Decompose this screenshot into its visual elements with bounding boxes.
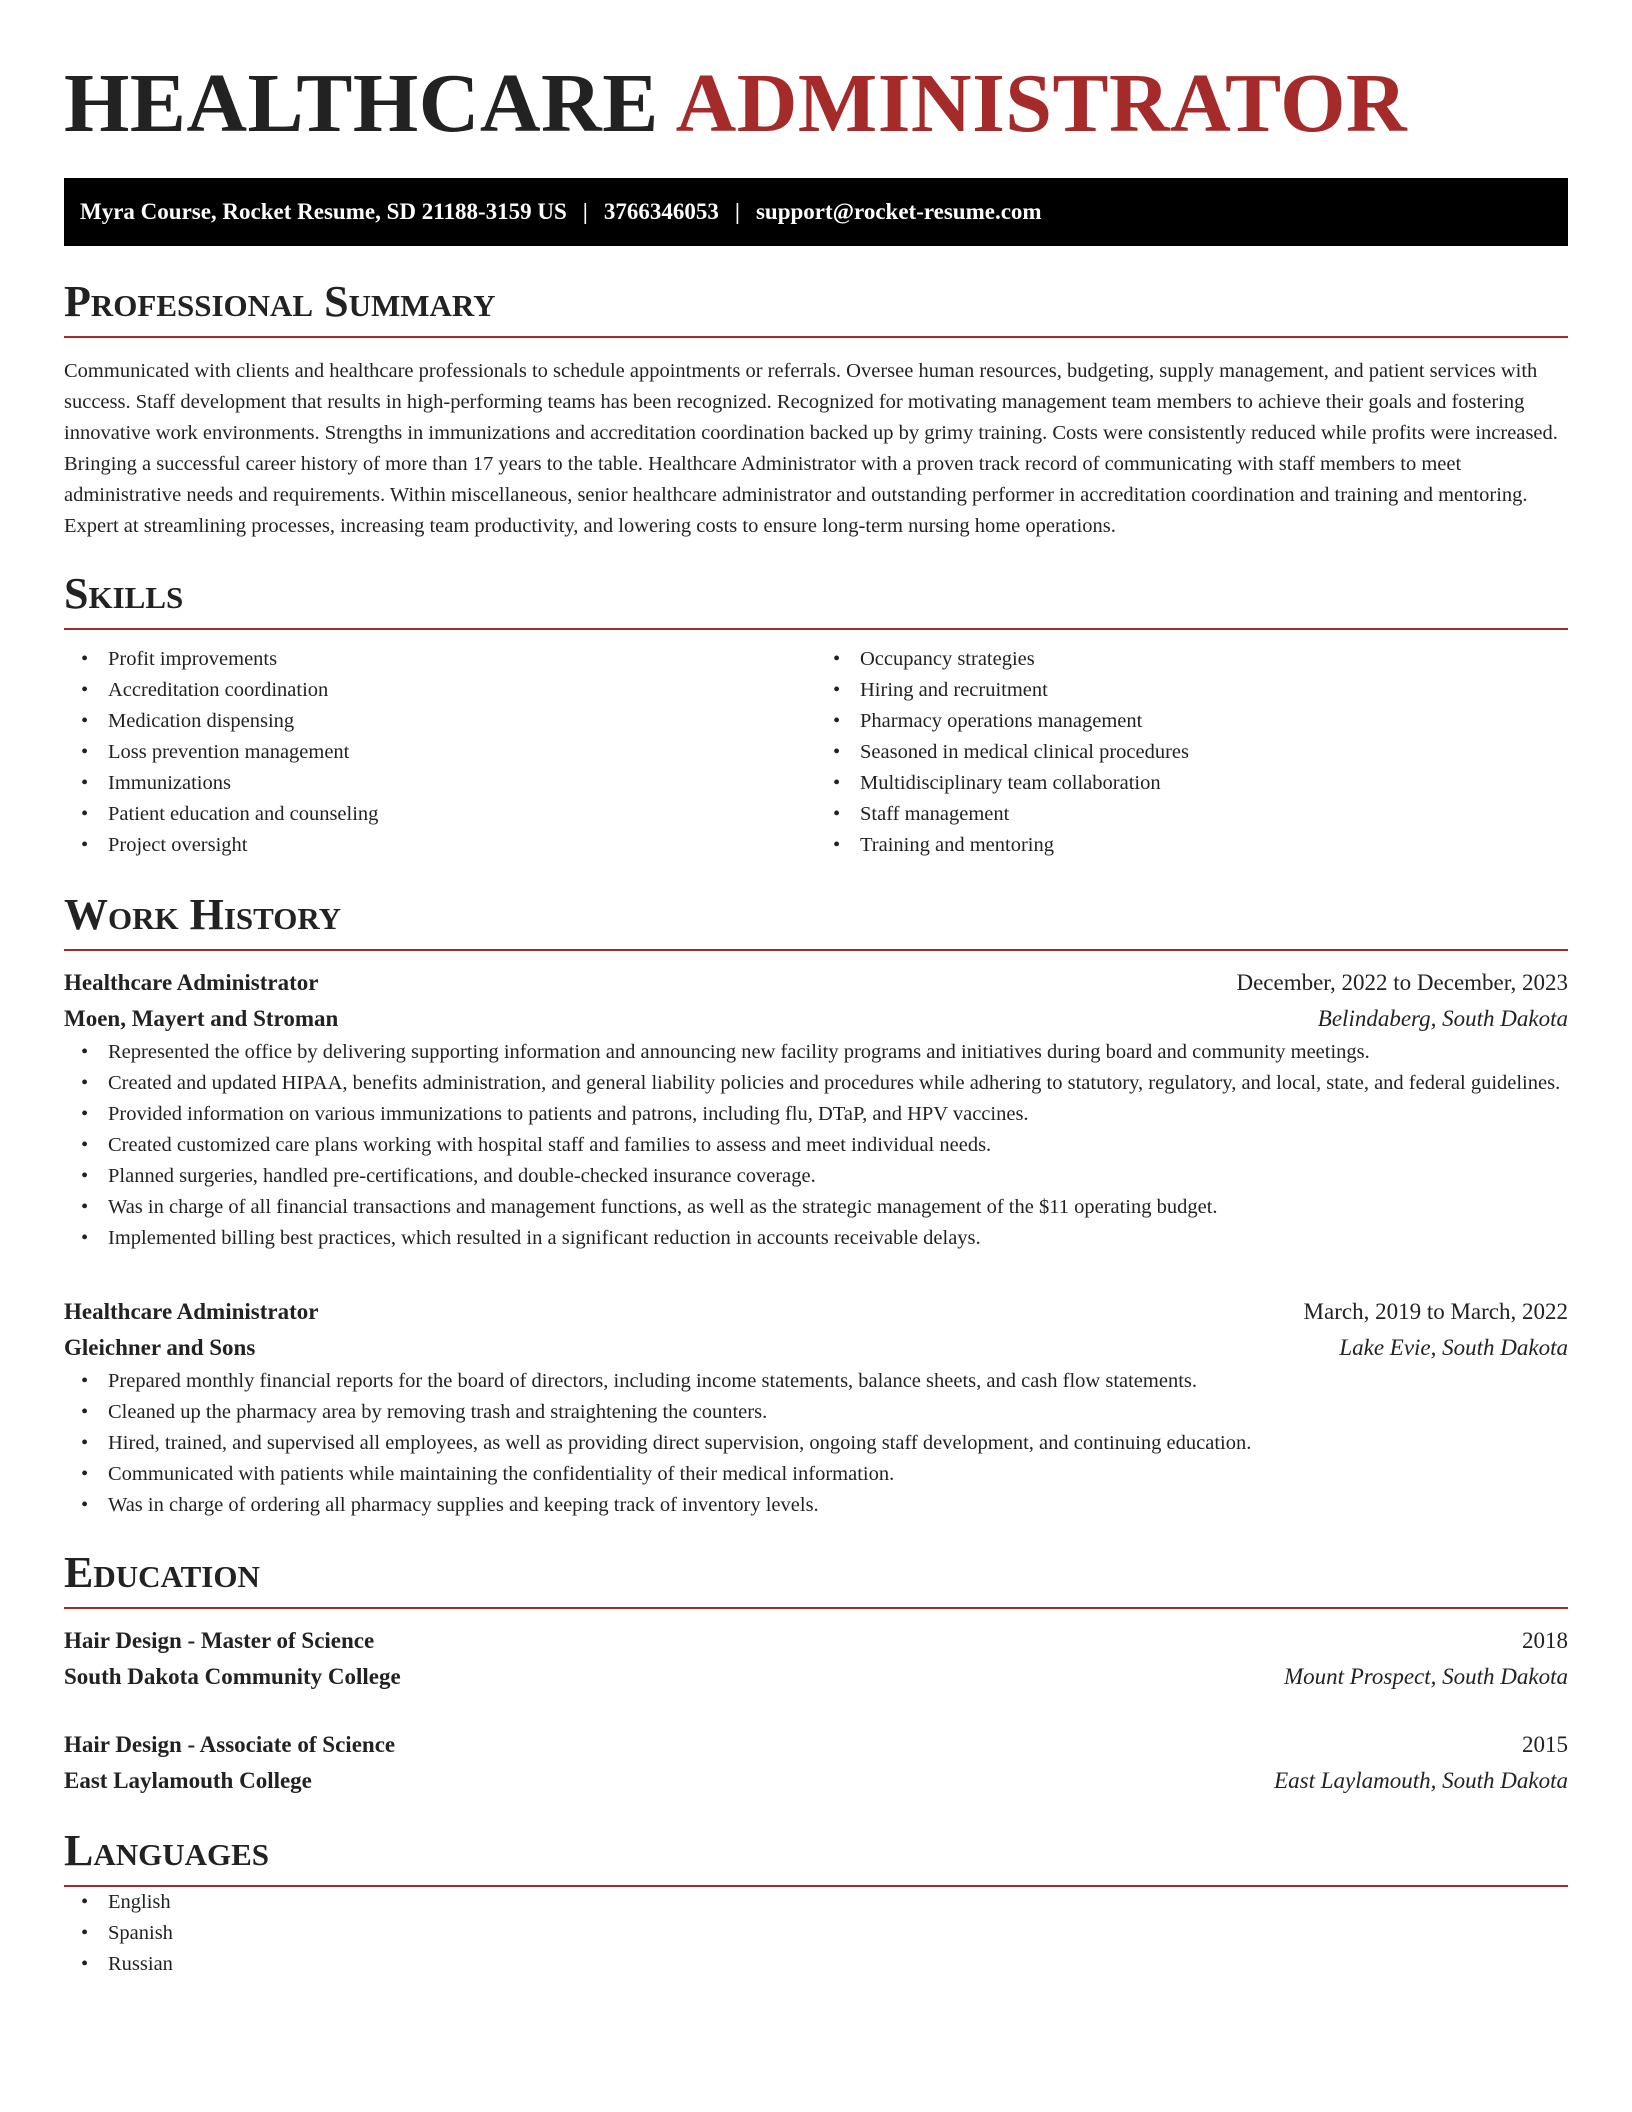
education-degree: Hair Design - Associate of Science [64,1732,396,1757]
title-part-1: HEALTHCARE [64,57,659,150]
education-heading: Education [64,1548,260,1597]
job-bullet: • Cleaned up the pharmacy area by removing trash and straightening the counters. [64,1397,1568,1428]
education-location: Mount Prospect, South Dakota [1283,1664,1568,1689]
contact-separator: | [734,199,740,224]
education-section [64,1547,1568,1799]
education-location: East Laylamouth, South Dakota [1274,1768,1568,1793]
job-title-row [64,1294,1568,1330]
job-bullet: • Prepared monthly financial reports for the board of directors, including income statements, balance sheets, and cash flow statements. [64,1366,1568,1397]
education-year: 2015 [1522,1732,1568,1757]
skills-section [64,568,1568,861]
contact-phone: 3766346053 [603,199,719,224]
skill-item: • Loss prevention management [64,737,816,768]
education-school-row [64,1659,1568,1695]
skill-item: • Seasoned in medical clinical procedures [816,737,1568,768]
work-history-section [64,889,1568,1521]
education-school: South Dakota Community College [64,1664,401,1689]
education-school: East Laylamouth College [64,1768,312,1793]
job-bullet: • Created customized care plans working with hospital staff and families to assess and meet individual needs. [64,1130,1568,1161]
job-entry [64,1294,1568,1521]
summary-heading: Professional Summary [64,277,496,326]
job-bullet: • Provided information on various immunizations to patients and patrons, including flu, DTaP, and HPV vaccines. [64,1099,1568,1130]
job-title: Healthcare Administrator [64,1299,319,1324]
skill-item: • Patient education and counseling [64,799,816,830]
job-bullets [64,1037,1568,1254]
resume-title [64,58,1568,150]
contact-address: Myra Course, Rocket Resume, SD 21188-3159 US [80,199,567,224]
skill-item: • Staff management [816,799,1568,830]
job-company-row [64,1001,1568,1037]
summary-text: Communicated with clients and healthcare professionals to schedule appointments or referrals. Oversee human resources, budgeting, supply management, and patient services with success. Staff development that results in high-performing teams has been recognized. Recognized for motivating management team members to achieve their goals and fostering innovative work environments. Strengths in immunizations and accreditation coordination backed up by grimy training. Costs were consistently reduced while profits were increased. Bringing a successful career history of more than 17 years to the table. Healthcare Administrator with a proven track record of communicating with staff members to meet administrative needs and requirements. Within miscellaneous, senior healthcare administrator and outstanding performer in accreditation coordination and training and mentoring. Expert at streamlining processes, increasing team productivity, and lowering costs to ensure long-term nursing home operations. [64,360,1558,537]
education-degree-row [64,1727,1568,1763]
job-bullet: • Communicated with patients while maintaining the confidentiality of their medical information. [64,1459,1568,1490]
education-entry [64,1727,1568,1799]
job-company: Moen, Mayert and Stroman [64,1006,339,1031]
section-divider [64,628,1568,630]
education-degree-row [64,1623,1568,1659]
skill-item: • Profit improvements [64,644,816,675]
job-bullet: • Implemented billing best practices, which resulted in a significant reduction in accounts receivable delays. [64,1223,1568,1254]
language-item: • English [64,1887,1568,1918]
skills-right-column [816,644,1568,861]
job-bullet: • Planned surgeries, handled pre-certifications, and double-checked insurance coverage. [64,1161,1568,1192]
skill-item: • Hiring and recruitment [816,675,1568,706]
job-bullet: • Created and updated HIPAA, benefits administration, and general liability policies and procedures while adhering to statutory, regulatory, and local, state, and federal guidelines. [64,1068,1568,1099]
skills-left-column [64,644,816,861]
language-item: • Spanish [64,1918,1568,1949]
skill-item: • Immunizations [64,768,816,799]
job-location: Lake Evie, South Dakota [1339,1335,1568,1360]
skill-item: • Pharmacy operations management [816,706,1568,737]
section-divider [64,1607,1568,1609]
job-bullet: • Represented the office by delivering supporting information and announcing new facility programs and initiatives during board and community meetings. [64,1037,1568,1068]
job-bullet: • Was in charge of ordering all pharmacy supplies and keeping track of inventory levels. [64,1490,1568,1521]
work-history-heading: Work History [64,890,342,939]
education-entry [64,1623,1568,1695]
skill-item: • Occupancy strategies [816,644,1568,675]
section-divider [64,336,1568,338]
languages-list [64,1887,1568,1980]
job-bullet: • Was in charge of all financial transactions and management functions, as well as the strategic management of the $11 operating budget. [64,1192,1568,1223]
skill-item: • Medication dispensing [64,706,816,737]
job-bullets [64,1366,1568,1521]
languages-section [64,1825,1568,1980]
job-title-row [64,965,1568,1001]
languages-heading: Languages [64,1826,270,1875]
job-location: Belindaberg, South Dakota [1317,1006,1568,1031]
language-item: • Russian [64,1949,1568,1980]
skill-item: • Training and mentoring [816,830,1568,861]
education-degree: Hair Design - Master of Science [64,1628,375,1653]
education-year: 2018 [1522,1628,1568,1653]
job-bullet: • Hired, trained, and supervised all employees, as well as providing direct supervision, ongoing staff development, and continuing education. [64,1428,1568,1459]
job-company-row [64,1330,1568,1366]
contact-email: support@rocket-resume.com [755,199,1042,224]
job-dates: March, 2019 to March, 2022 [1303,1299,1568,1324]
summary-section [64,276,1568,542]
skills-columns [64,644,1568,861]
title-part-2: ADMINISTRATOR [675,57,1408,150]
section-divider [64,949,1568,951]
skills-heading: Skills [64,569,184,618]
job-company: Gleichner and Sons [64,1335,256,1360]
job-title: Healthcare Administrator [64,970,319,995]
skill-item: • Accreditation coordination [64,675,816,706]
job-dates: December, 2022 to December, 2023 [1236,970,1568,995]
contact-bar [64,178,1568,246]
skill-item: • Project oversight [64,830,816,861]
education-school-row [64,1763,1568,1799]
contact-separator: | [582,199,588,224]
job-entry [64,965,1568,1254]
skill-item: • Multidisciplinary team collaboration [816,768,1568,799]
